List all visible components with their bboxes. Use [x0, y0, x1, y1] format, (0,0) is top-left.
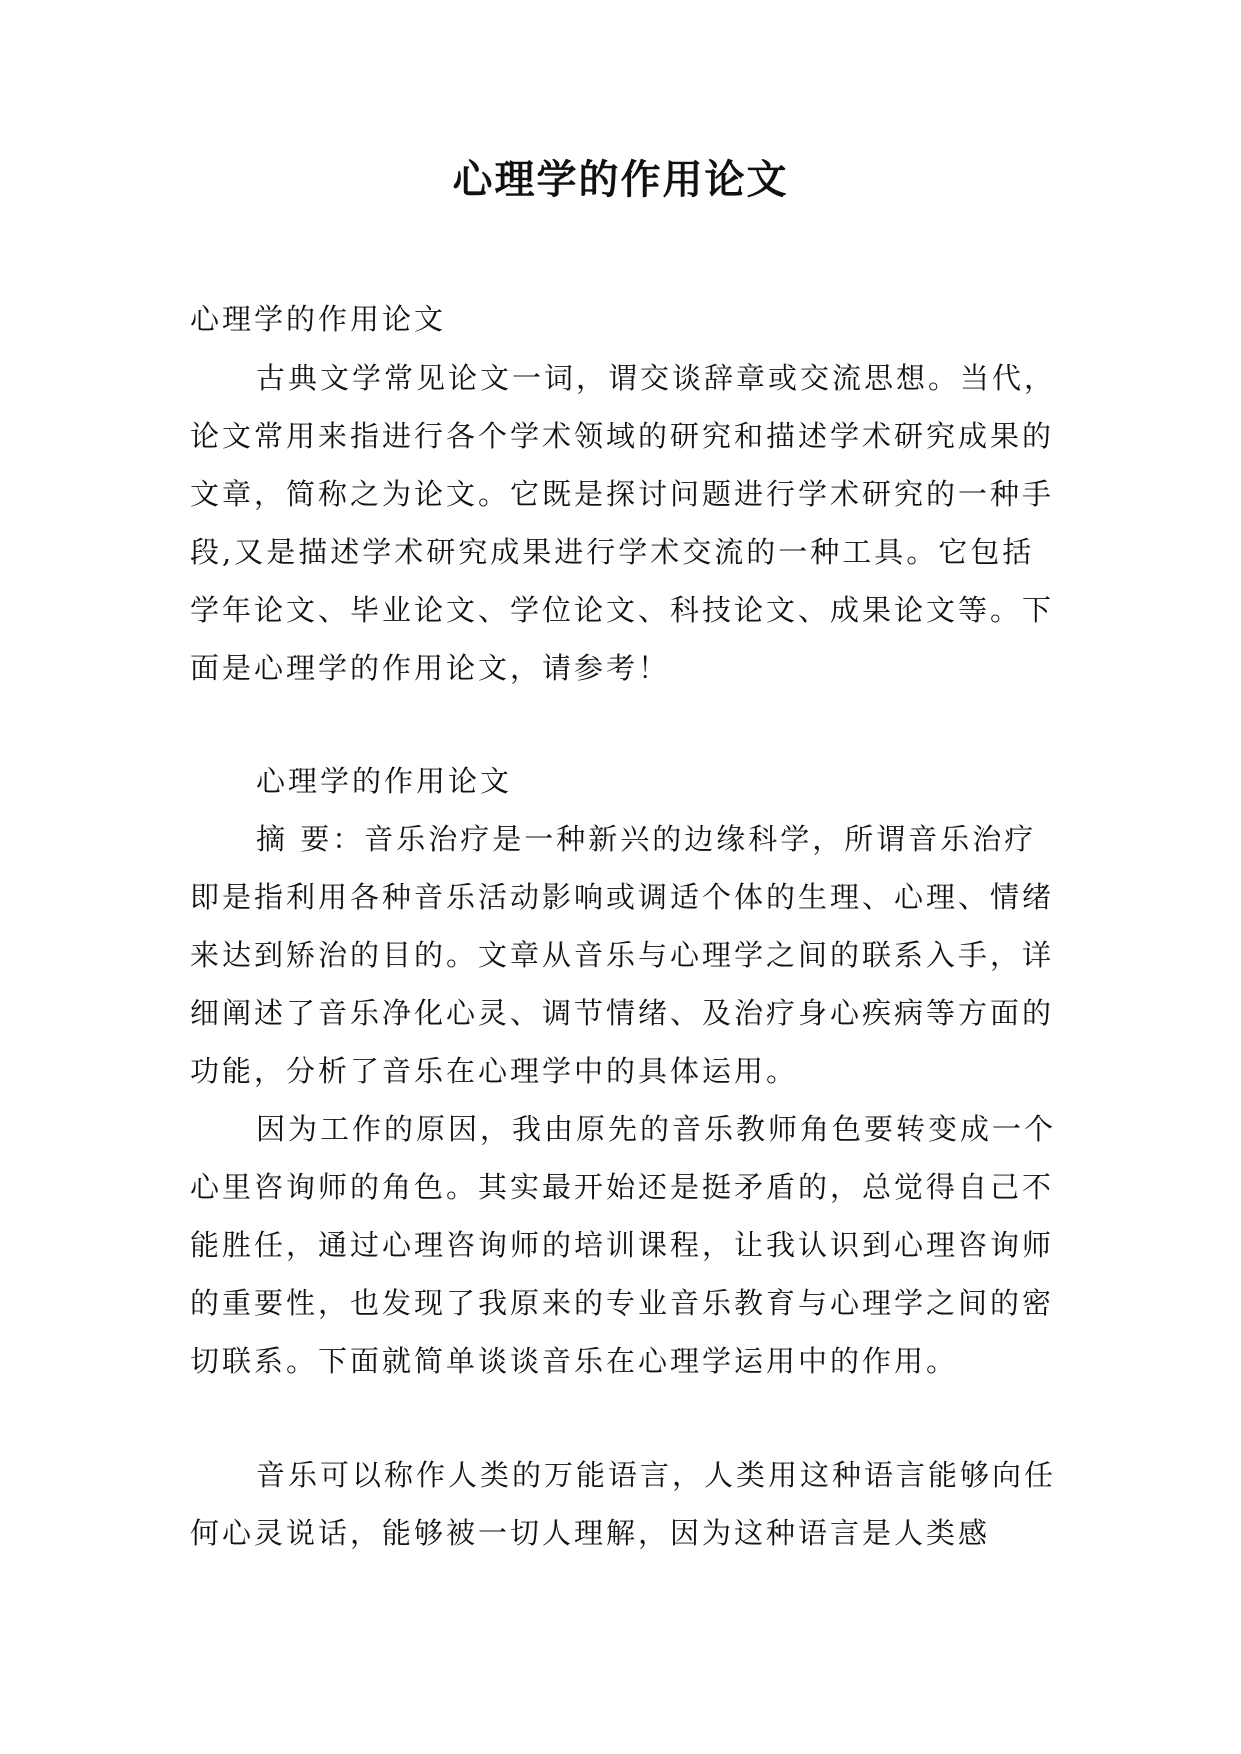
section-heading: 心理学的作用论文 [256, 764, 513, 798]
intro-paragraph: 古典文学常见论文一词，谓交谈辞章或交流思想。当代，论文常用来指进行各个学术领域的研究和描述学术研究成果的文章，简称之为论文。它既是探讨问题进行学术研究的一种手段,又是描述学术研究成果进行学术交流的一种工具。它包括学年论文、毕业论文、学位论文、科技论文、成果论文等。下面是心理学的作用论文，请参考！ [190, 361, 1057, 685]
body-paragraph: 音乐可以称作人类的万能语言，人类用这种语言能够向任何心灵说话，能够被一切人理解，因为这种语言是人类感 [190, 1458, 1057, 1550]
abstract-paragraph: 摘 要：音乐治疗是一种新兴的边缘科学，所谓音乐治疗即是指利用各种音乐活动影响或调适个体的生理、心理、情绪来达到矫治的目的。文章从音乐与心理学之间的联系入手，详细阐述了音乐净化心灵、调节情绪、及治疗身心疾病等方面的功能，分析了音乐在心理学中的具体运用。 [190, 822, 1055, 1088]
document-subtitle: 心理学的作用论文 [190, 302, 447, 336]
document-title: 心理学的作用论文 [452, 156, 789, 203]
body-paragraph: 因为工作的原因，我由原先的音乐教师角色要转变成一个心里咨询师的角色。其实最开始还是挺矛盾的，总觉得自己不能胜任，通过心理咨询师的培训课程，让我认识到心理咨询师的重要性，也发现了我原来的专业音乐教育与心理学之间的密切联系。下面就简单谈谈音乐在心理学运用中的作用。 [190, 1112, 1057, 1378]
